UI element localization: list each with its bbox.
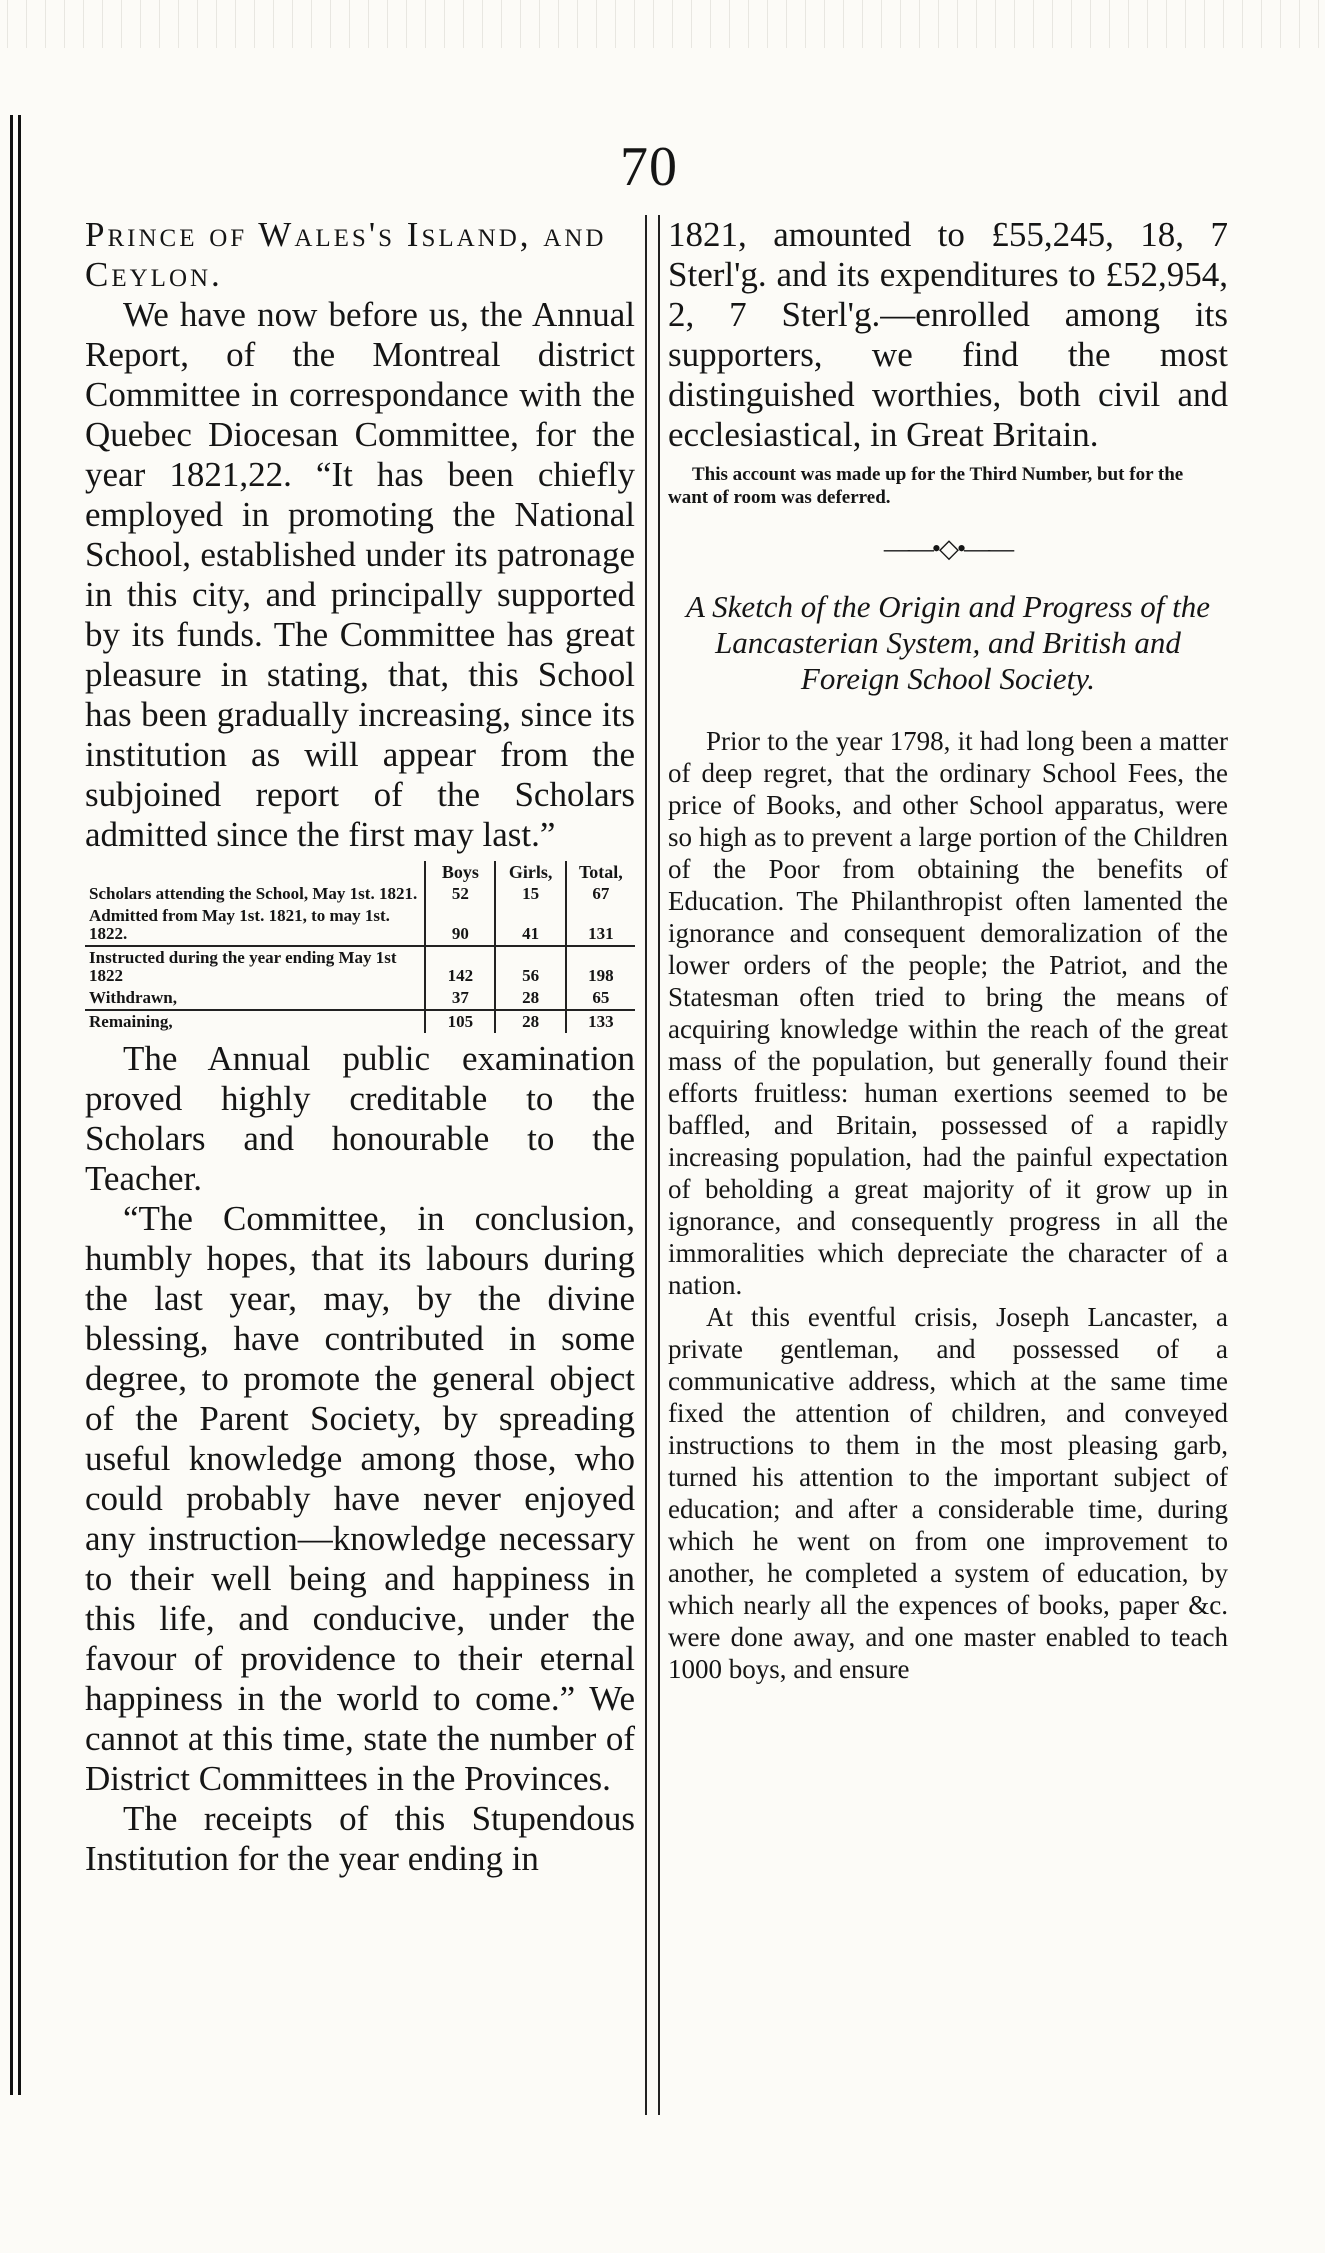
table-row: Remaining, 105 28 133 [85,1010,635,1033]
article-paragraph-2: At this eventful crisis, Joseph Lancaster, a private gentleman, and possessed of a communicative address, which at the same time fixed the attention of children, and conveyed instructions to them in the most pleasing garb, turned his attention to the important subject of education; and after a considerable time, during which he went on from one improvement to another, he completed a system of education, by which nearly all the expences of books, paper &c. were done away, and one master enabled to teach 1000 boys, and ensure [668,1302,1228,1684]
table-row: Scholars attending the School, May 1st. 1821. 52 15 67 [85,883,635,905]
scholars-table [85,861,635,1033]
footnote: This account was made up for the Third Number, but for the want of room was deferred. [668,464,1184,508]
article-paragraph-1: Prior to the year 1798, it had long been a matter of deep regret, that the ordinary School Fees, the price of Books, and other School apparatus, were so high as to prevent a large portion of the Children of the Poor from obtaining the benefits of Education. The Philanthropist often lamented the ignorance and consequent demoralization of the lower orders of the people; the Patriot, and the Statesman often tried to bring the means of acquiring knowledge within the reach of the great mass of the population, but generally found their efforts fruitless: human exertions seemed to be baffled, and Britain, possessed of a rapidly increasing population, had the painful expectation of beholding a great majority of it grow up in ignorance, and consequently progress in all the immoralities which depreciate the character of a nation. [668,726,1228,1300]
article-body [668,725,1228,1685]
table-row: Withdrawn, 37 28 65 [85,987,635,1010]
col-girls: Girls, [495,861,565,883]
left-paragraph-4: The receipts of this Stupendous Institution for the year ending in [85,1799,635,1878]
ornament-divider: ——•◇•—— [883,534,1013,563]
page-top-edge [0,0,1325,48]
right-column [668,215,1228,1685]
binding-rule [10,115,13,2095]
left-paragraph-3: “The Committee, in conclusion, humbly hopes, that its labours during the last year, may, by the divine blessing, have contributed in some degree, to promote the general object of the Parent Society, by spreading useful knowledge among those, who could probably have never enjoyed any instruction—knowledge necessary to their well being and happiness in this life, and conducive, under the favour of providence to their eternal happiness in the world to come.” We cannot at this time, state the number of District Committees in the Provinces. [85,1199,635,1798]
left-paragraph-2: The Annual public examination proved highly creditable to the Scholars and honourable to the Teacher. “The Committee, in conclusion, humbly hopes, that its labours during the last year, may, by the divine blessing, have contributed in some degree, to promote the general object of the Parent Society, by spreading useful knowledge among those, who could probably have never enjoyed any instruction—knowledge necessary to their well being and happiness in this life, and conducive, under the favour of providence to their eternal happiness in the world to come.” We cannot at this time, state the number of District Committees in the Provinces. The receipts of this Stupendous Institution for the year ending in [85,1039,635,1878]
column-divider [645,215,660,2115]
left-column [85,215,635,1879]
left-paragraph-1: We have now before us, the Annual Report, of the Montreal district Committee in correspondance with the Quebec Diocesan Committee, for the year 1821,22. “It has been chiefly employed in promoting the National School, established under its patronage in this city, and principally supported by its funds. The Committee has great pleasure in stating, that, this School has been gradually increasing, since its institution as will appear from the subjoined report of the Scholars admitted since the first may last.” [85,295,635,854]
table-row: Admitted from May 1st. 1821, to may 1st. 1822. 90 41 131 [85,905,635,946]
table-header-row [85,861,635,883]
table-row: Instructed during the year ending May 1st 1822 142 56 198 [85,946,635,987]
section-heading: Prince of Wales's Island, and Ceylon. [85,215,607,294]
col-boys: Boys [425,861,495,883]
article-title: A Sketch of the Origin and Progress of the Lancasterian System, and British and Foreign School Society. [685,589,1211,696]
page-number: 70 [620,136,678,198]
binding-rule-inner [18,115,21,2095]
col-total: Total, [566,861,635,883]
right-continuation: 1821, amounted to £55,245, 18, 7 Sterl'g. and its expenditures to £52,954, 2, 7 Sterl'g.—enrolled among its supporters, we find the most distinguished worthies, both civil and ecclesiastical, in Great Britain. [668,215,1228,454]
